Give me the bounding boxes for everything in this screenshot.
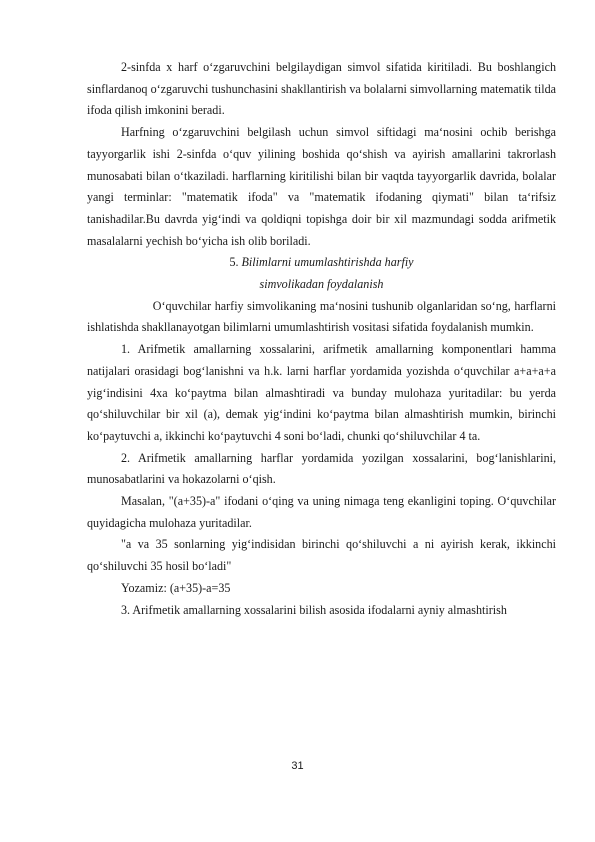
section-title-part-1: Bilimlarni umumlashtirishda harfiy xyxy=(241,255,414,270)
paragraph-1: 2-sinfda x harf o‘zgaruvchini belgilaydigan simvol sifatida kiritiladi. Bu boshlangich sinflardanoq o‘zgaruvchi tushunchasini shakllantirish va bolalarni simvollarning matematik tilda ifoda qilish imkonini beradi. xyxy=(87,60,556,118)
paragraph-2: Harfning o‘zgaruvchini belgilash uchun simvol siftidagi ma‘nosini ochib berishga tayyorgarlik ishi 2-sinfda o‘quv yilining boshida qo‘shish va ayirish amallarini takrorlash munosabati bilan o‘tkaziladi. harflarning kiritilishi bilan bir vaqtda tayyorgarlik davrida, bolalar yangi terminlar: "matematik ifoda" va "matematik ifodaning qiymati" bilan ta‘rifsiz tanishadilar.Bu davrda yig‘indi va qoldiqni topishga doir bir xil mazmundagi sodda arifmetik masalalarni yechish bo‘yicha ish olib boriladi. xyxy=(87,125,556,248)
paragraph-6: Masalan, "(a+35)-a" ifodani o‘qing va uning nimaga teng ekanligini toping. O‘quvchilar quyidagicha mulohaza yuritadilar. xyxy=(87,494,556,530)
paragraph-7: "a va 35 sonlarning yig‘indisidan birinchi qo‘shiluvchi a ni ayirish kerak, ikkinchi qo‘shiluvchi 35 hosil bo‘ladi" xyxy=(87,537,556,574)
section-number: 5. xyxy=(229,255,242,270)
paragraph-9: 3. Arifmetik amallarning xossalarini bilish asosida ifodalarni ayniy almashtirish xyxy=(121,602,507,617)
page-number: 31 xyxy=(291,760,304,772)
section-heading-line-2: simvolikadan foydalanish xyxy=(259,277,384,292)
section-heading-line-1 xyxy=(87,252,556,274)
paragraph-3: O‘quvchilar harfiy simvolikaning ma‘nosini tushunib olganlaridan so‘ng, harflarni ishlatishda shakllanayotgan bilimlarni umumlashtirish vositasi sifatida foydalanish mumkin. xyxy=(87,298,560,335)
paragraph-4: 1. Arifmetik amallarning xossalarini, arifmetik amallarning komponentlari hamma natijalari orasidagi bog‘lanishni va h.k. larni harflar yordamida yozishda o‘quvchilar a+a+a+a yig‘indisini 4xa ko‘paytma bilan almashtiradi va bunday mulohaza yuritadilar: bu yerda qo‘shiluvchilar bir xil (a), demak yig‘indini ko‘paytma bilan almashtirish mumkin, birinchi ko‘paytuvchi a, ikkinchi ko‘paytuvchi 4 soni bo‘ladi, chunki qo‘shiluvchilar 4 ta. xyxy=(87,342,556,443)
page-body xyxy=(87,57,560,621)
paragraph-5: 2. Arifmetik amallarning harflar yordamida yozilgan xossalarini, bog‘lanishlarini, munosabatlarini va hokazolarni o‘qish. xyxy=(87,450,556,487)
paragraph-8: Yozamiz: (a+35)-a=35 xyxy=(121,580,231,595)
